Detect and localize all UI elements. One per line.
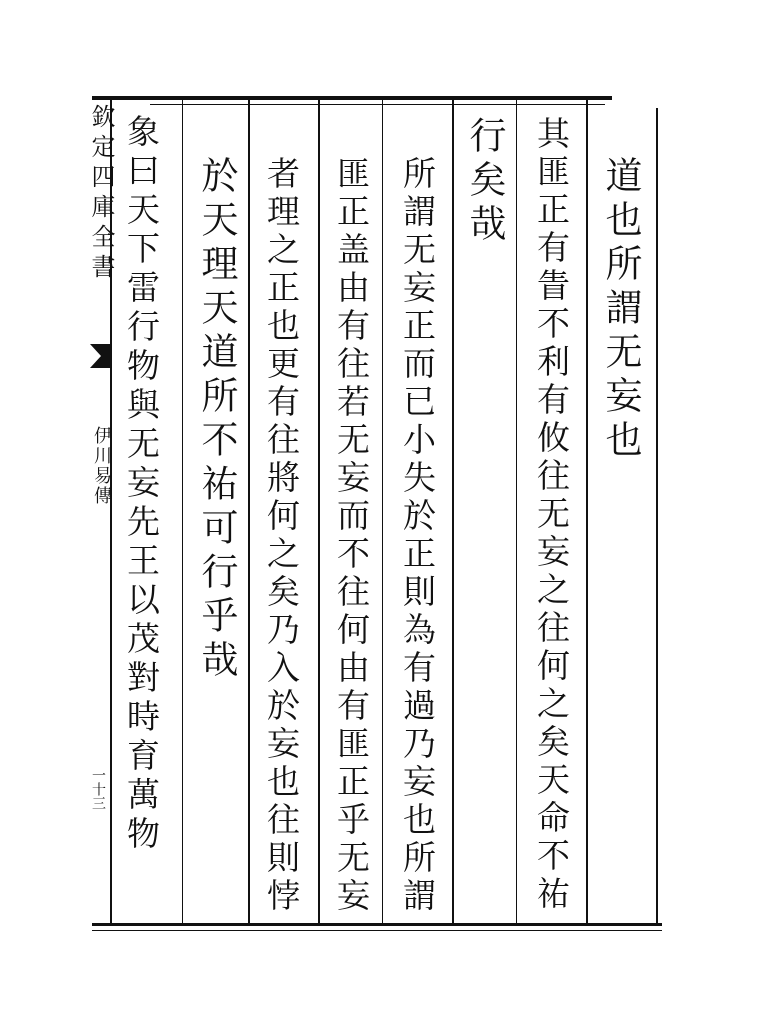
top-border-line [92,96,612,100]
column-separator [318,100,320,923]
text-column-6: 者理之正也更有往將何之矣乃入於妄也往則悖 [262,156,301,916]
text-column-7: 於天理天道所不祐可行乎哉 [195,156,238,684]
page-number-margin: 一十三 [90,768,106,810]
bottom-border-line [92,923,662,926]
bottom-border-thin [92,930,662,931]
section-title-margin: 伊川易傳 [91,426,112,506]
column-separator [248,100,250,923]
column-separator [452,100,454,923]
book-title-margin: 欽定四庫全書 [87,104,115,284]
column-separator [516,100,517,923]
text-column-4: 所謂无妄正而已小失於正則為有過乃妄也所謂 [398,156,437,916]
text-column-2: 其匪正有眚不利有攸往无妄之往何之矣天命不祐 [532,116,571,914]
fish-tail-mark-icon [88,342,114,370]
column-separator [586,100,588,923]
right-border-line [656,108,658,923]
column-separator [182,100,183,923]
text-column-5: 匪正盖由有往若无妄而不往何由有匪正乎无妄 [332,156,371,916]
text-column-3: 行矣哉 [463,116,506,248]
text-column-8: 象曰天下雷行物與无妄先王以茂對時育萬物 [122,114,161,855]
column-separator [382,100,383,923]
text-column-1: 道也所謂无妄也 [599,156,642,464]
top-border-thin [150,104,605,105]
